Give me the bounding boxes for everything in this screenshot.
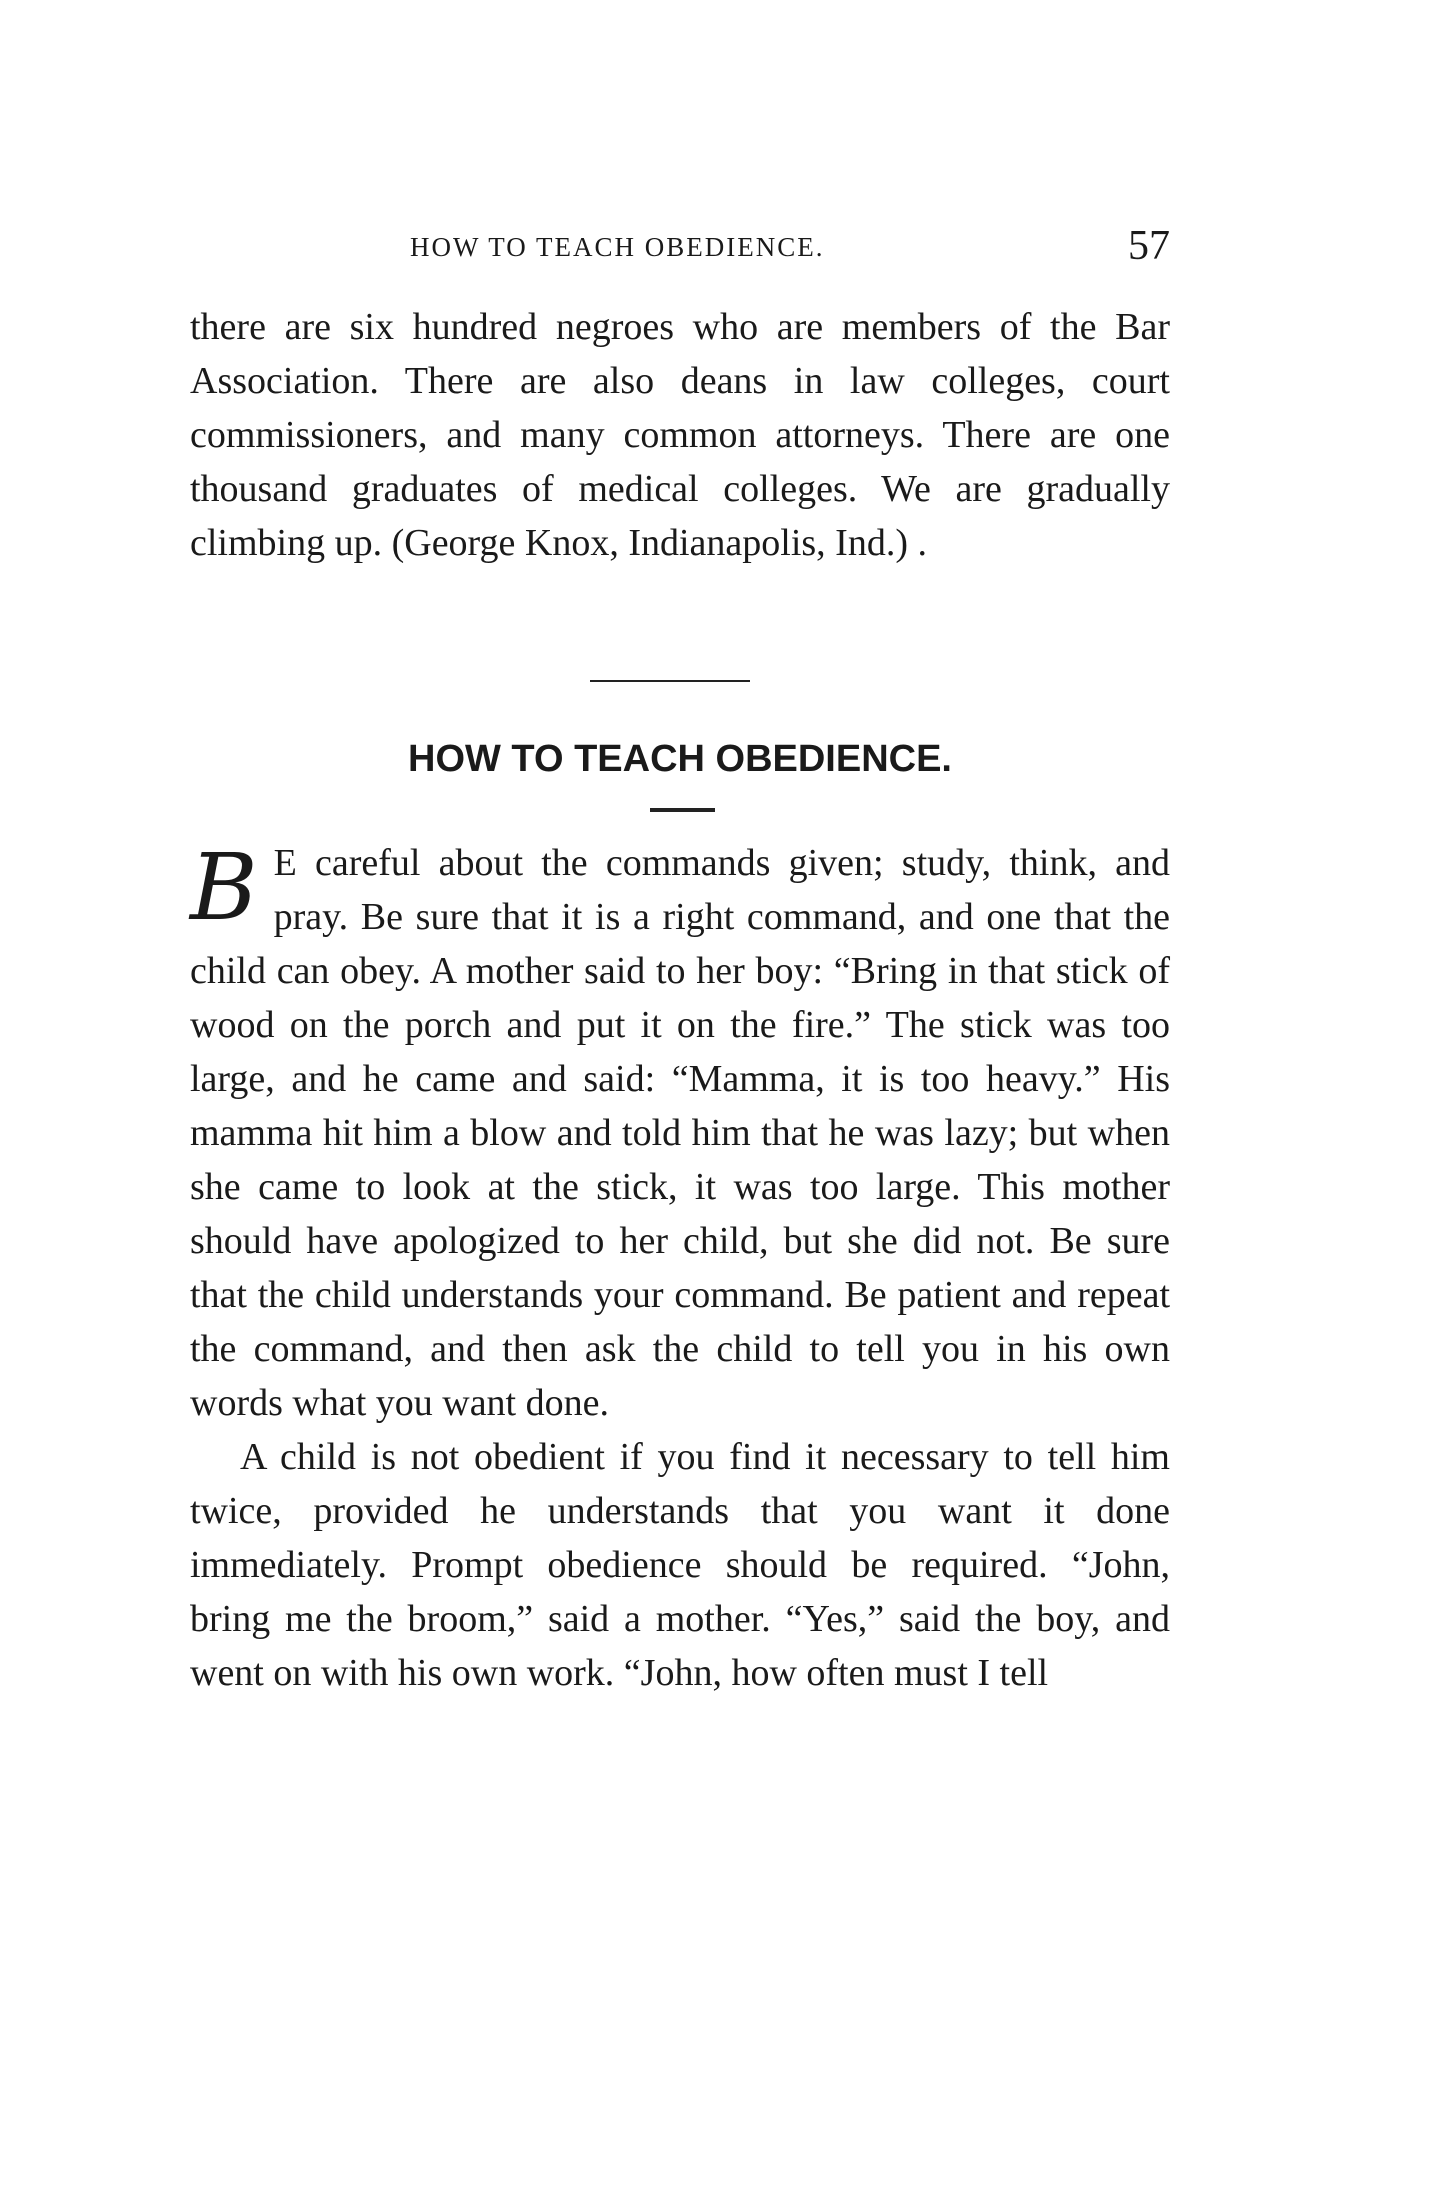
page-number: 57: [1128, 223, 1170, 269]
carryover-paragraph-block: [190, 300, 1170, 570]
section-body: [190, 836, 1170, 1700]
section-paragraph-1: [190, 836, 1170, 1430]
section-heading: HOW TO TEACH OBEDIENCE.: [408, 738, 952, 780]
section-divider-rule: [590, 680, 750, 682]
section-paragraph-1-text: E careful about the commands given; study, think, and pray. Be sure that it is a right command, and one that the child can obey. A mother said to her boy: “Bring in that stick of wood on the porch and put it on the fire.” The stick was too large, and he came and said: “Mamma, it is too heavy.” His mamma hit him a blow and told him that he was lazy; but when she came to look at the stick, it was too large. This mother should have apologized to her child, but she did not. Be sure that the child understands your command. Be patient and repeat the command, and then ask the child to tell you in his own words what you want done.: [190, 842, 1170, 1424]
carryover-paragraph: there are six hundred negroes who are members of the Bar Association. There are also deans in law colleges, court commissioners, and many common attorneys. There are one thousand graduates of medical colleges. We are gradually climbing up. (George Knox, Indianapolis, Ind.) .: [190, 306, 1170, 564]
running-title: HOW TO TEACH OBEDIENCE.: [410, 232, 825, 262]
heading-underline-rule: [650, 808, 715, 812]
running-head: [190, 222, 1170, 282]
section-paragraph-2: A child is not obedient if you find it necessary to tell him twice, provided he understands that you want it done immediately. Prompt obedience should be required. “John, bring me the broom,” said a mother. “Yes,” said the boy, and went on with his own work. “John, how often must I tell: [190, 1436, 1170, 1694]
drop-cap-letter: B: [190, 834, 258, 941]
